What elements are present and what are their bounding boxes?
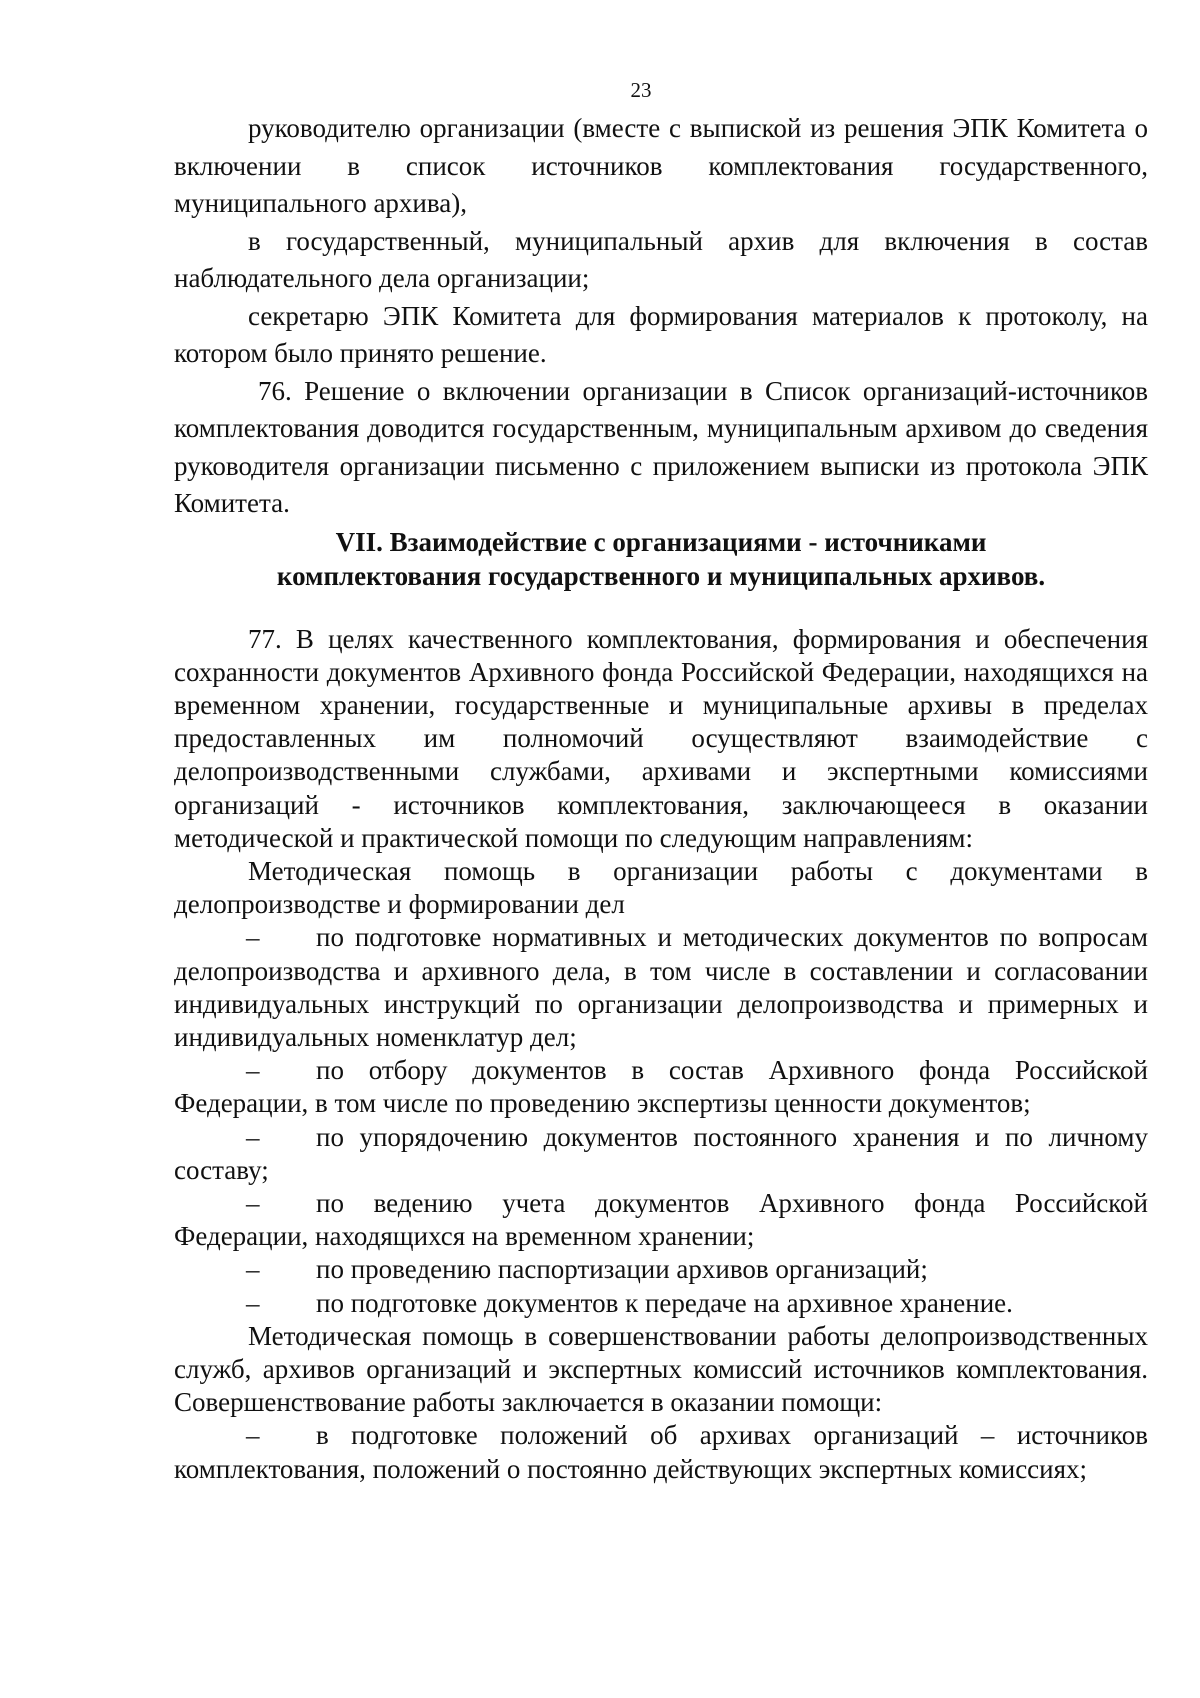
bottom-text-block [174, 623, 1148, 1486]
list-item [174, 921, 1148, 1054]
list-item-text: по отбору документов в состав Архивного фонда Российской Федерации, в том числе по проведению экспертизы ценности документов; [174, 1055, 1148, 1119]
dash-marker: – [246, 1187, 260, 1218]
list-item [174, 1054, 1148, 1120]
list-item [174, 1121, 1148, 1187]
page-number: 23 [630, 78, 652, 102]
paragraph: Методическая помощь в организации работы с документами в делопроизводстве и формировании дел [174, 855, 1148, 920]
list-item [174, 1253, 1148, 1286]
list-item-text: по проведению паспортизации архивов организаций; [316, 1254, 928, 1285]
list-item-text: по подготовке документов к передаче на архивное хранение. [316, 1287, 1013, 1318]
list-item [174, 1287, 1148, 1320]
dash-marker: – [246, 922, 260, 953]
list-item-text: по упорядочению документов постоянного хранения и по личному составу; [174, 1121, 1148, 1185]
dash-marker: – [246, 1287, 260, 1318]
paragraph-76: 76. Решение о включении организации в Список организаций-источников комплектования доводится государственным, муниципальным архивом до сведения руководителя организации письменно с приложением выписки из протокола ЭПК Комитета. [174, 375, 1148, 518]
paragraph: в государственный, муниципальный архив для включения в состав наблюдательного дела организации; [174, 225, 1148, 293]
top-text-block [174, 110, 1148, 523]
dash-marker: – [246, 1420, 260, 1451]
list-item [174, 1419, 1148, 1485]
paragraph-77: 77. В целях качественного комплектования, формирования и обеспечения сохранности документов Архивного фонда Российской Федерации, находящихся на временном хранении, государственные и муниципальные архивы в пределах предоставленных им полномочий осуществляют взаимодействие с делопроизводственными службами, архивами и экспертными комиссиями организаций - источников комплектования, заключающееся в оказании методической и практической помощи по следующим направлениям: [174, 623, 1148, 853]
list-item-text: по подготовке нормативных и методических документов по вопросам делопроизводства и архивного дела, в том числе в составлении и согласовании индивидуальных инструкций по организации делопроизводства и примерных и индивидуальных номенклатур дел; [174, 922, 1148, 1052]
list-item [174, 1187, 1148, 1253]
list-item-text: по ведению учета документов Архивного фонда Российской Федерации, находящихся на временном хранении; [174, 1187, 1148, 1252]
dash-marker: – [246, 1055, 260, 1086]
paragraph: секретарю ЭПК Комитета для формирования материалов к протоколу, на котором было принято решение. [174, 300, 1148, 368]
dash-marker: – [246, 1121, 260, 1152]
section-heading-line-1: VII. Взаимодействие с организациями - источниками [335, 526, 987, 557]
paragraph: Методическая помощь в совершенствовании работы делопроизводственных служб, архивов организаций и экспертных комиссий источников комплектования. Совершенствование работы заключается в оказании помощи: [174, 1320, 1148, 1418]
section-heading-line-2: комплектования государственного и муниципальных архивов. [276, 560, 1046, 591]
paragraph: руководителю организации (вместе с выпиской из решения ЭПК Комитета о включении в список источников комплектования государственного, муниципального архива), [174, 113, 1148, 218]
section-heading [174, 525, 1148, 593]
list-item-text: в подготовке положений об архивах организаций – источников комплектования, положений о постоянно действующих экспертных комиссиях; [174, 1420, 1148, 1484]
dash-marker: – [246, 1254, 260, 1285]
